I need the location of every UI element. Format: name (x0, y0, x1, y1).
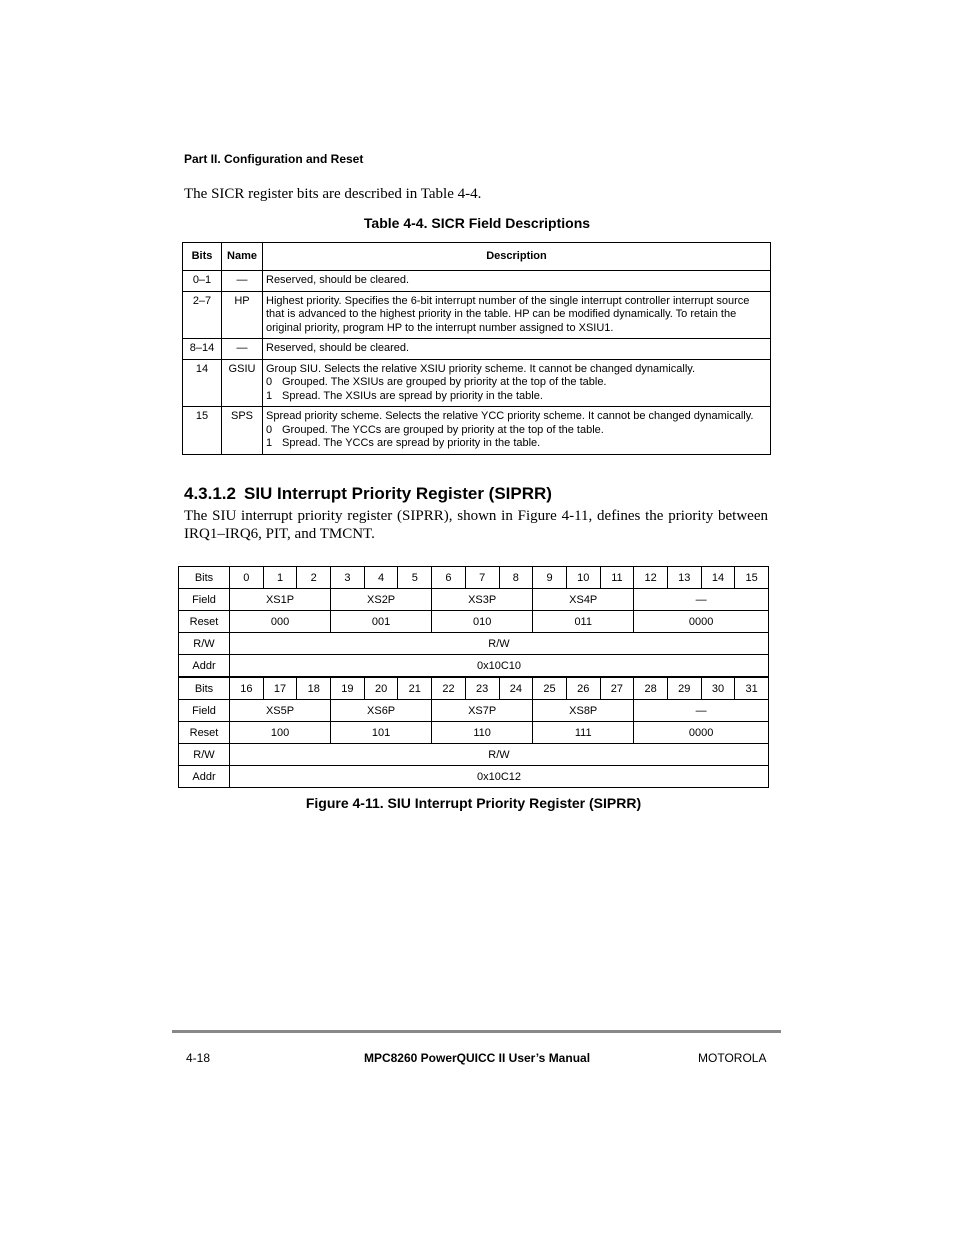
row-name: — (222, 271, 263, 292)
option-key: 1 (266, 389, 273, 402)
row-label-rw: R/W (179, 633, 230, 655)
bit-number: 21 (398, 677, 432, 700)
register-reset-row (179, 722, 769, 744)
bit-number: 6 (432, 567, 466, 589)
reset-value: 000 (230, 611, 331, 633)
row-label-rw: R/W (179, 744, 230, 766)
address-value: 0x10C12 (230, 766, 769, 788)
option-key: 0 (266, 423, 273, 436)
bit-number: 15 (735, 567, 769, 589)
siprr-register-diagram (178, 566, 769, 788)
col-header-description: Description (263, 243, 771, 271)
bit-number: 14 (701, 567, 735, 589)
option-0 (266, 376, 767, 390)
bit-number: 4 (364, 567, 398, 589)
table-row (183, 407, 771, 455)
bit-number: 24 (499, 677, 533, 700)
bit-number: 12 (634, 567, 668, 589)
register-addr-row (179, 766, 769, 788)
register-bits-row (179, 567, 769, 589)
bit-number: 26 (566, 677, 600, 700)
row-description: Reserved, should be cleared. (263, 339, 771, 360)
bit-number: 29 (667, 677, 701, 700)
row-bits: 2–7 (183, 291, 222, 339)
row-label-addr: Addr (179, 766, 230, 788)
field-name: XS8P (533, 700, 634, 722)
option-text: Grouped. The XSIUs are grouped by priority at the top of the table. (282, 376, 607, 388)
bit-number: 17 (263, 677, 297, 700)
register-field-row (179, 589, 769, 611)
row-name: — (222, 339, 263, 360)
reset-value: 0000 (634, 722, 769, 744)
figure-caption: Figure 4-11. SIU Interrupt Priority Register (SIPRR) (305, 795, 642, 811)
bit-number: 18 (297, 677, 331, 700)
row-description (263, 407, 771, 455)
description-text: Group SIU. Selects the relative XSIU priority scheme. It cannot be changed dynamically. (266, 362, 695, 375)
intro-text: The SICR register bits are described in Table 4-4. (184, 186, 482, 202)
section-heading (184, 484, 552, 504)
reset-value: 001 (331, 611, 432, 633)
bit-number: 5 (398, 567, 432, 589)
row-bits: 14 (183, 359, 222, 407)
field-name: XS3P (432, 589, 533, 611)
field-name: XS7P (432, 700, 533, 722)
manual-title: MPC8260 PowerQUICC II User’s Manual (363, 1051, 591, 1065)
rw-value: R/W (230, 744, 769, 766)
bit-number: 20 (364, 677, 398, 700)
address-value: 0x10C10 (230, 655, 769, 678)
row-label-bits: Bits (179, 677, 230, 700)
reset-value: 101 (331, 722, 432, 744)
option-key: 1 (266, 437, 273, 449)
bit-number: 28 (634, 677, 668, 700)
option-text: Spread. The XSIUs are spread by priority in the table. (282, 389, 543, 402)
field-name: XS6P (331, 700, 432, 722)
option-text: Grouped. The YCCs are grouped by priority at the top of the table. (282, 423, 604, 436)
col-header-bits: Bits (183, 243, 222, 271)
field-name: — (634, 700, 769, 722)
bit-number: 10 (566, 567, 600, 589)
bit-number: 30 (701, 677, 735, 700)
footer-divider (172, 1030, 781, 1033)
reset-value: 111 (533, 722, 634, 744)
field-name: XS5P (230, 700, 331, 722)
reset-value: 0000 (634, 611, 769, 633)
register-field-row (179, 700, 769, 722)
option-key: 0 (266, 376, 273, 388)
row-label-field: Field (179, 589, 230, 611)
description-text: Spread priority scheme. Selects the relative YCC priority scheme. It cannot be changed dynamically. (266, 410, 754, 422)
register-reset-row (179, 611, 769, 633)
table-row (183, 291, 771, 339)
row-label-reset: Reset (179, 611, 230, 633)
row-label-addr: Addr (179, 655, 230, 678)
row-label-bits: Bits (179, 567, 230, 589)
table-row (183, 271, 771, 292)
bit-number: 31 (735, 677, 769, 700)
row-description: Reserved, should be cleared. (263, 271, 771, 292)
section-title: SIU Interrupt Priority Register (SIPRR) (244, 484, 552, 503)
reset-value: 010 (432, 611, 533, 633)
row-name: GSIU (222, 359, 263, 407)
reset-value: 100 (230, 722, 331, 744)
bit-number: 23 (465, 677, 499, 700)
bit-number: 25 (533, 677, 567, 700)
table-header-row (183, 243, 771, 271)
publisher: MOTOROLA (698, 1051, 767, 1065)
row-label-field: Field (179, 700, 230, 722)
bit-number: 7 (465, 567, 499, 589)
bit-number: 16 (230, 677, 264, 700)
table-row (183, 359, 771, 407)
row-name: SPS (222, 407, 263, 455)
field-name: XS4P (533, 589, 634, 611)
bit-number: 19 (331, 677, 365, 700)
field-name: XS2P (331, 589, 432, 611)
row-description (263, 359, 771, 407)
option-1 (266, 390, 767, 404)
table-caption: Table 4-4. SICR Field Descriptions (363, 215, 591, 231)
register-bits-row (179, 677, 769, 700)
running-header: Part II. Configuration and Reset (184, 152, 364, 166)
bit-number: 0 (230, 567, 264, 589)
row-name: HP (222, 291, 263, 339)
section-body: The SIU interrupt priority register (SIPRR), shown in Figure 4-11, defines the priority between IRQ1–IRQ6, PIT, and TMCNT. (184, 508, 768, 542)
bit-number: 13 (667, 567, 701, 589)
bit-number: 3 (331, 567, 365, 589)
reset-value: 011 (533, 611, 634, 633)
register-addr-row (179, 655, 769, 678)
row-bits: 15 (183, 407, 222, 455)
row-label-reset: Reset (179, 722, 230, 744)
bit-number: 27 (600, 677, 634, 700)
reset-value: 110 (432, 722, 533, 744)
row-bits: 0–1 (183, 271, 222, 292)
bit-number: 9 (533, 567, 567, 589)
register-rw-row (179, 744, 769, 766)
register-rw-row (179, 633, 769, 655)
bit-number: 2 (297, 567, 331, 589)
bit-number: 11 (600, 567, 634, 589)
bit-number: 8 (499, 567, 533, 589)
row-description: Highest priority. Specifies the 6-bit interrupt number of the single interrupt controller interrupt source that is advanced to the highest priority in the table. HP can be modified dynamically. To retain the original priority, program HP to the interrupt number assigned to XSIU1. (263, 291, 771, 339)
field-name: XS1P (230, 589, 331, 611)
option-1 (266, 437, 767, 451)
section-number: 4.3.1.2 (184, 484, 236, 503)
bit-number: 1 (263, 567, 297, 589)
bit-number: 22 (432, 677, 466, 700)
col-header-name: Name (222, 243, 263, 271)
page-number: 4-18 (186, 1051, 211, 1065)
rw-value: R/W (230, 633, 769, 655)
table-row (183, 339, 771, 360)
option-text: Spread. The YCCs are spread by priority in the table. (282, 437, 541, 449)
field-name: — (634, 589, 769, 611)
option-0 (266, 424, 767, 438)
sicr-field-table (182, 242, 771, 455)
row-bits: 8–14 (183, 339, 222, 360)
